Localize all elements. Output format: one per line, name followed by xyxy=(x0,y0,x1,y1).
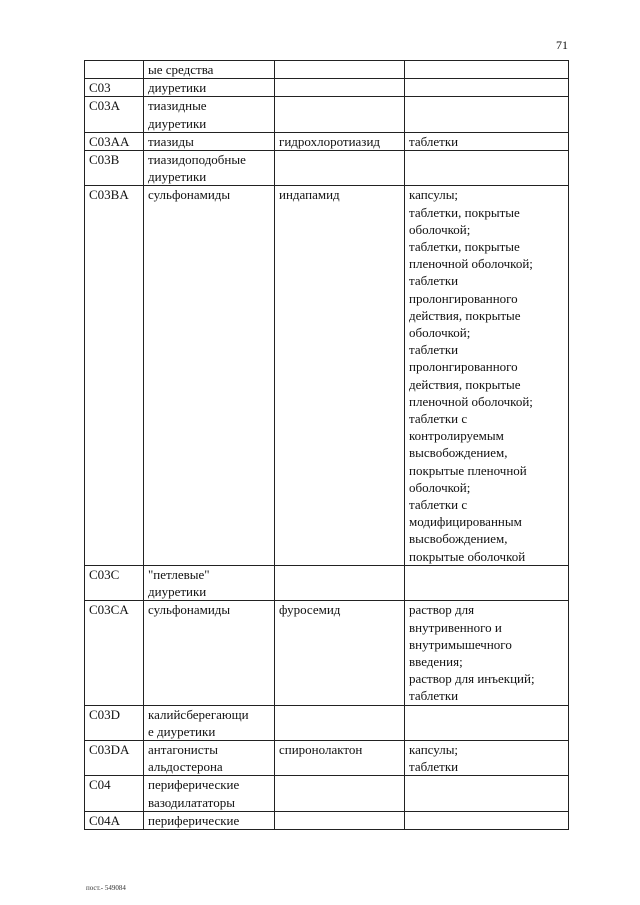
table-row xyxy=(85,151,569,186)
cell-text-line: периферические xyxy=(148,812,240,828)
cell-text-line: таблетки, покрытые xyxy=(409,239,520,255)
drug-name-cell xyxy=(275,601,405,705)
group-name-cell xyxy=(144,186,275,565)
cell-text-line: гидрохлоротиазид xyxy=(279,133,381,149)
group-name-cell xyxy=(144,740,275,775)
group-name-cell xyxy=(144,79,275,97)
drug-name-cell xyxy=(275,186,405,565)
cell-text-line: высвобождением, xyxy=(409,445,508,461)
dosage-form-cell xyxy=(405,186,569,565)
atc-code-cell xyxy=(85,151,144,186)
drug-name-cell xyxy=(275,811,405,829)
cell-text-line: контролируемым xyxy=(409,428,504,444)
atc-code-cell xyxy=(85,565,144,600)
table-row xyxy=(85,601,569,705)
drug-name-cell xyxy=(275,565,405,600)
table-body xyxy=(85,61,569,830)
atc-code-cell xyxy=(85,132,144,150)
table-row xyxy=(85,97,569,132)
atc-code-cell xyxy=(85,186,144,565)
cell-text-line: внутримышечного xyxy=(409,636,512,652)
cell-text-line: калийсберегающи xyxy=(148,706,249,722)
cell-text-line: тиазиды xyxy=(148,133,194,149)
drug-name-cell xyxy=(275,740,405,775)
group-name-cell xyxy=(144,776,275,811)
footer-note: пост.- 549084 xyxy=(86,884,126,892)
cell-text: C03 xyxy=(89,80,111,96)
cell-text-line: покрытые пленочной xyxy=(409,462,527,478)
cell-text: C04A xyxy=(89,812,121,828)
table-row xyxy=(85,132,569,150)
cell-text: C03BA xyxy=(89,187,129,203)
group-name-cell xyxy=(144,601,275,705)
cell-text-line: действия, покрытые xyxy=(409,376,521,392)
table-row xyxy=(85,705,569,740)
table-row xyxy=(85,776,569,811)
dosage-form-cell xyxy=(405,132,569,150)
cell-text-line: диуретики xyxy=(148,584,207,600)
cell-text-line: таблетки xyxy=(409,133,459,149)
drug-name-cell xyxy=(275,132,405,150)
cell-text-line: е диуретики xyxy=(148,723,216,739)
dosage-form-cell xyxy=(405,705,569,740)
cell-text-line: пленочной оболочкой; xyxy=(409,393,533,409)
cell-text-line: ые средства xyxy=(148,62,214,77)
cell-text-line: оболочкой; xyxy=(409,221,471,237)
atc-code-cell xyxy=(85,61,144,79)
atc-code-cell xyxy=(85,776,144,811)
cell-text-line: пролонгированного xyxy=(409,290,518,306)
cell-text-line: раствор для xyxy=(409,602,475,618)
cell-text-line: капсулы; xyxy=(409,187,459,203)
drug-name-cell xyxy=(275,151,405,186)
cell-text: C03D xyxy=(89,706,121,722)
cell-text-line: спиронолактон xyxy=(279,741,363,757)
cell-text-line: таблетки, покрытые xyxy=(409,204,520,220)
table-row xyxy=(85,61,569,79)
table-row xyxy=(85,186,569,565)
cell-text-line: раствор для инъекций; xyxy=(409,671,535,687)
cell-text-line: диуретики xyxy=(148,169,207,185)
page-number: 71 xyxy=(556,38,568,52)
cell-text-line: оболочкой; xyxy=(409,479,471,495)
cell-text-line: альдостерона xyxy=(148,759,223,775)
cell-text-line: оболочкой; xyxy=(409,325,471,341)
cell-text-line: модифицированным xyxy=(409,514,522,530)
dosage-form-cell xyxy=(405,79,569,97)
group-name-cell xyxy=(144,705,275,740)
cell-text-line: капсулы; xyxy=(409,741,459,757)
cell-text-line: таблетки xyxy=(409,688,459,704)
table-row xyxy=(85,740,569,775)
group-name-cell xyxy=(144,97,275,132)
cell-text-line: покрытые оболочкой xyxy=(409,548,526,564)
dosage-form-cell xyxy=(405,811,569,829)
cell-text: C03AA xyxy=(89,133,130,149)
cell-text-line: фуросемид xyxy=(279,602,341,618)
dosage-form-cell xyxy=(405,776,569,811)
cell-text-line: таблетки с xyxy=(409,411,468,427)
atc-code-cell xyxy=(85,705,144,740)
atc-code-cell xyxy=(85,79,144,97)
drug-name-cell xyxy=(275,97,405,132)
group-name-cell xyxy=(144,151,275,186)
cell-text xyxy=(89,61,140,78)
atc-code-cell xyxy=(85,740,144,775)
drug-name-cell xyxy=(275,705,405,740)
cell-text-line: индапамид xyxy=(279,187,340,203)
cell-text: C03CA xyxy=(89,602,129,618)
cell-text-line: диуретики xyxy=(148,80,207,96)
cell-text-line: пленочной оболочкой; xyxy=(409,256,533,272)
drug-name-cell xyxy=(275,776,405,811)
cell-text: C03C xyxy=(89,566,120,582)
cell-text: C04 xyxy=(89,777,111,793)
cell-text-line: внутривенного и xyxy=(409,619,502,635)
cell-text-line: сульфонамиды xyxy=(148,187,231,203)
atc-code-cell xyxy=(85,97,144,132)
table-row xyxy=(85,811,569,829)
medication-table xyxy=(84,60,569,830)
cell-text-line: пролонгированного xyxy=(409,359,518,375)
cell-text-line: периферические xyxy=(148,777,240,793)
dosage-form-cell xyxy=(405,565,569,600)
dosage-form-cell xyxy=(405,601,569,705)
dosage-form-cell xyxy=(405,97,569,132)
group-name-cell xyxy=(144,565,275,600)
dosage-form-cell xyxy=(405,740,569,775)
dosage-form-cell xyxy=(405,61,569,79)
group-name-cell xyxy=(144,811,275,829)
cell-text-line: сульфонамиды xyxy=(148,602,231,618)
cell-text: C03A xyxy=(89,98,121,114)
cell-text-line: таблетки xyxy=(409,273,459,289)
dosage-form-cell xyxy=(405,151,569,186)
cell-text-line: действия, покрытые xyxy=(409,307,521,323)
cell-text-line: тиазидоподобные xyxy=(148,152,246,168)
drug-name-cell xyxy=(275,79,405,97)
cell-text: C03B xyxy=(89,152,120,168)
atc-code-cell xyxy=(85,811,144,829)
drug-name-cell xyxy=(275,61,405,79)
cell-text-line: таблетки xyxy=(409,342,459,358)
table-row xyxy=(85,79,569,97)
cell-text-line: "петлевые" xyxy=(148,566,210,582)
cell-text-line: высвобождением, xyxy=(409,531,508,547)
cell-text-line: таблетки xyxy=(409,759,459,775)
cell-text-line: введения; xyxy=(409,653,463,669)
table-row xyxy=(85,565,569,600)
group-name-cell xyxy=(144,61,275,79)
group-name-cell xyxy=(144,132,275,150)
atc-code-cell xyxy=(85,601,144,705)
cell-text-line: диуретики xyxy=(148,115,207,131)
cell-text: C03DA xyxy=(89,741,130,757)
cell-text-line: антагонисты xyxy=(148,741,218,757)
cell-text-line: вазодилататоры xyxy=(148,794,235,810)
cell-text-line: тиазидные xyxy=(148,98,207,114)
cell-text-line: таблетки с xyxy=(409,497,468,513)
